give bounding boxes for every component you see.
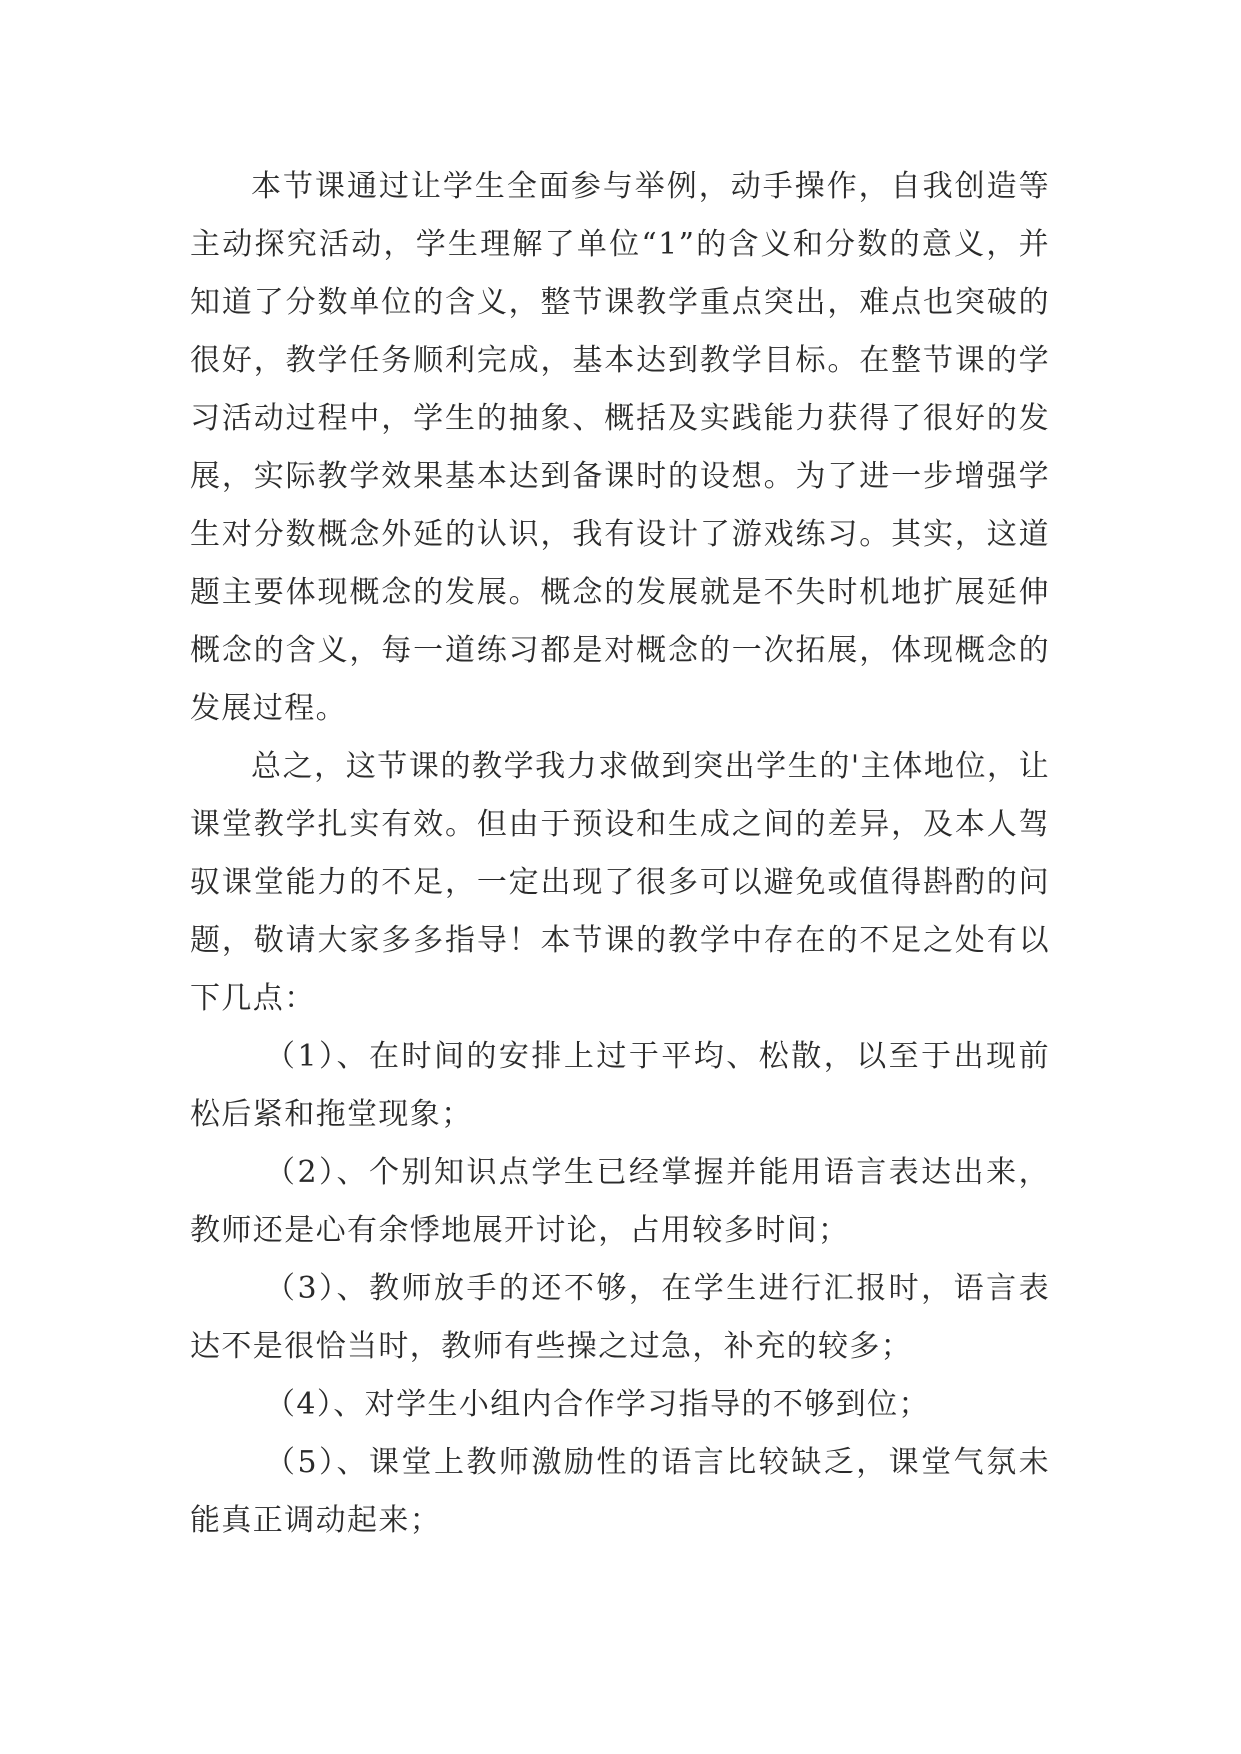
list-item: （2）、个别知识点学生已经掌握并能用语言表达出来，教师还是心有余悸地展开讨论，占用较多时间； (190, 1155, 1050, 1248)
paragraph-conclusion: 总之，这节课的教学我力求做到突出学生的'主体地位，让课堂教学扎实有效。但由于预设和生成之间的差异，及本人驾驭课堂能力的不足，一定出现了很多可以避免或值得斟酌的问题，敬请大家多多指导！本节课的教学中存在的不足之处有以下几点： (190, 749, 1050, 1016)
paragraph-summary: 本节课通过让学生全面参与举例，动手操作，自我创造等主动探究活动，学生理解了单位“1”的含义和分数的意义，并知道了分数单位的含义，整节课教学重点突出，难点也突破的很好，教学任务顺利完成，基本达到教学目标。在整节课的学习活动过程中，学生的抽象、概括及实践能力获得了很好的发展，实际教学效果基本达到备课时的设想。为了进一步增强学生对分数概念外延的认识，我有设计了游戏练习。其实，这道题主要体现概念的发展。概念的发展就是不失时机地扩展延伸概念的含义，每一道练习都是对概念的一次拓展，体现概念的发展过程。 (190, 169, 1050, 726)
list-item: （1）、在时间的安排上过于平均、松散，以至于出现前松后紧和拖堂现象； (190, 1039, 1050, 1132)
list-item: （5）、课堂上教师激励性的语言比较缺乏，课堂气氛未能真正调动起来； (190, 1445, 1050, 1538)
document-body (190, 158, 1050, 1550)
list-item: （4）、对学生小组内合作学习指导的不够到位； (265, 1387, 930, 1422)
list-item: （3）、教师放手的还不够，在学生进行汇报时，语言表达不是很恰当时，教师有些操之过急，补充的较多； (190, 1271, 1050, 1364)
